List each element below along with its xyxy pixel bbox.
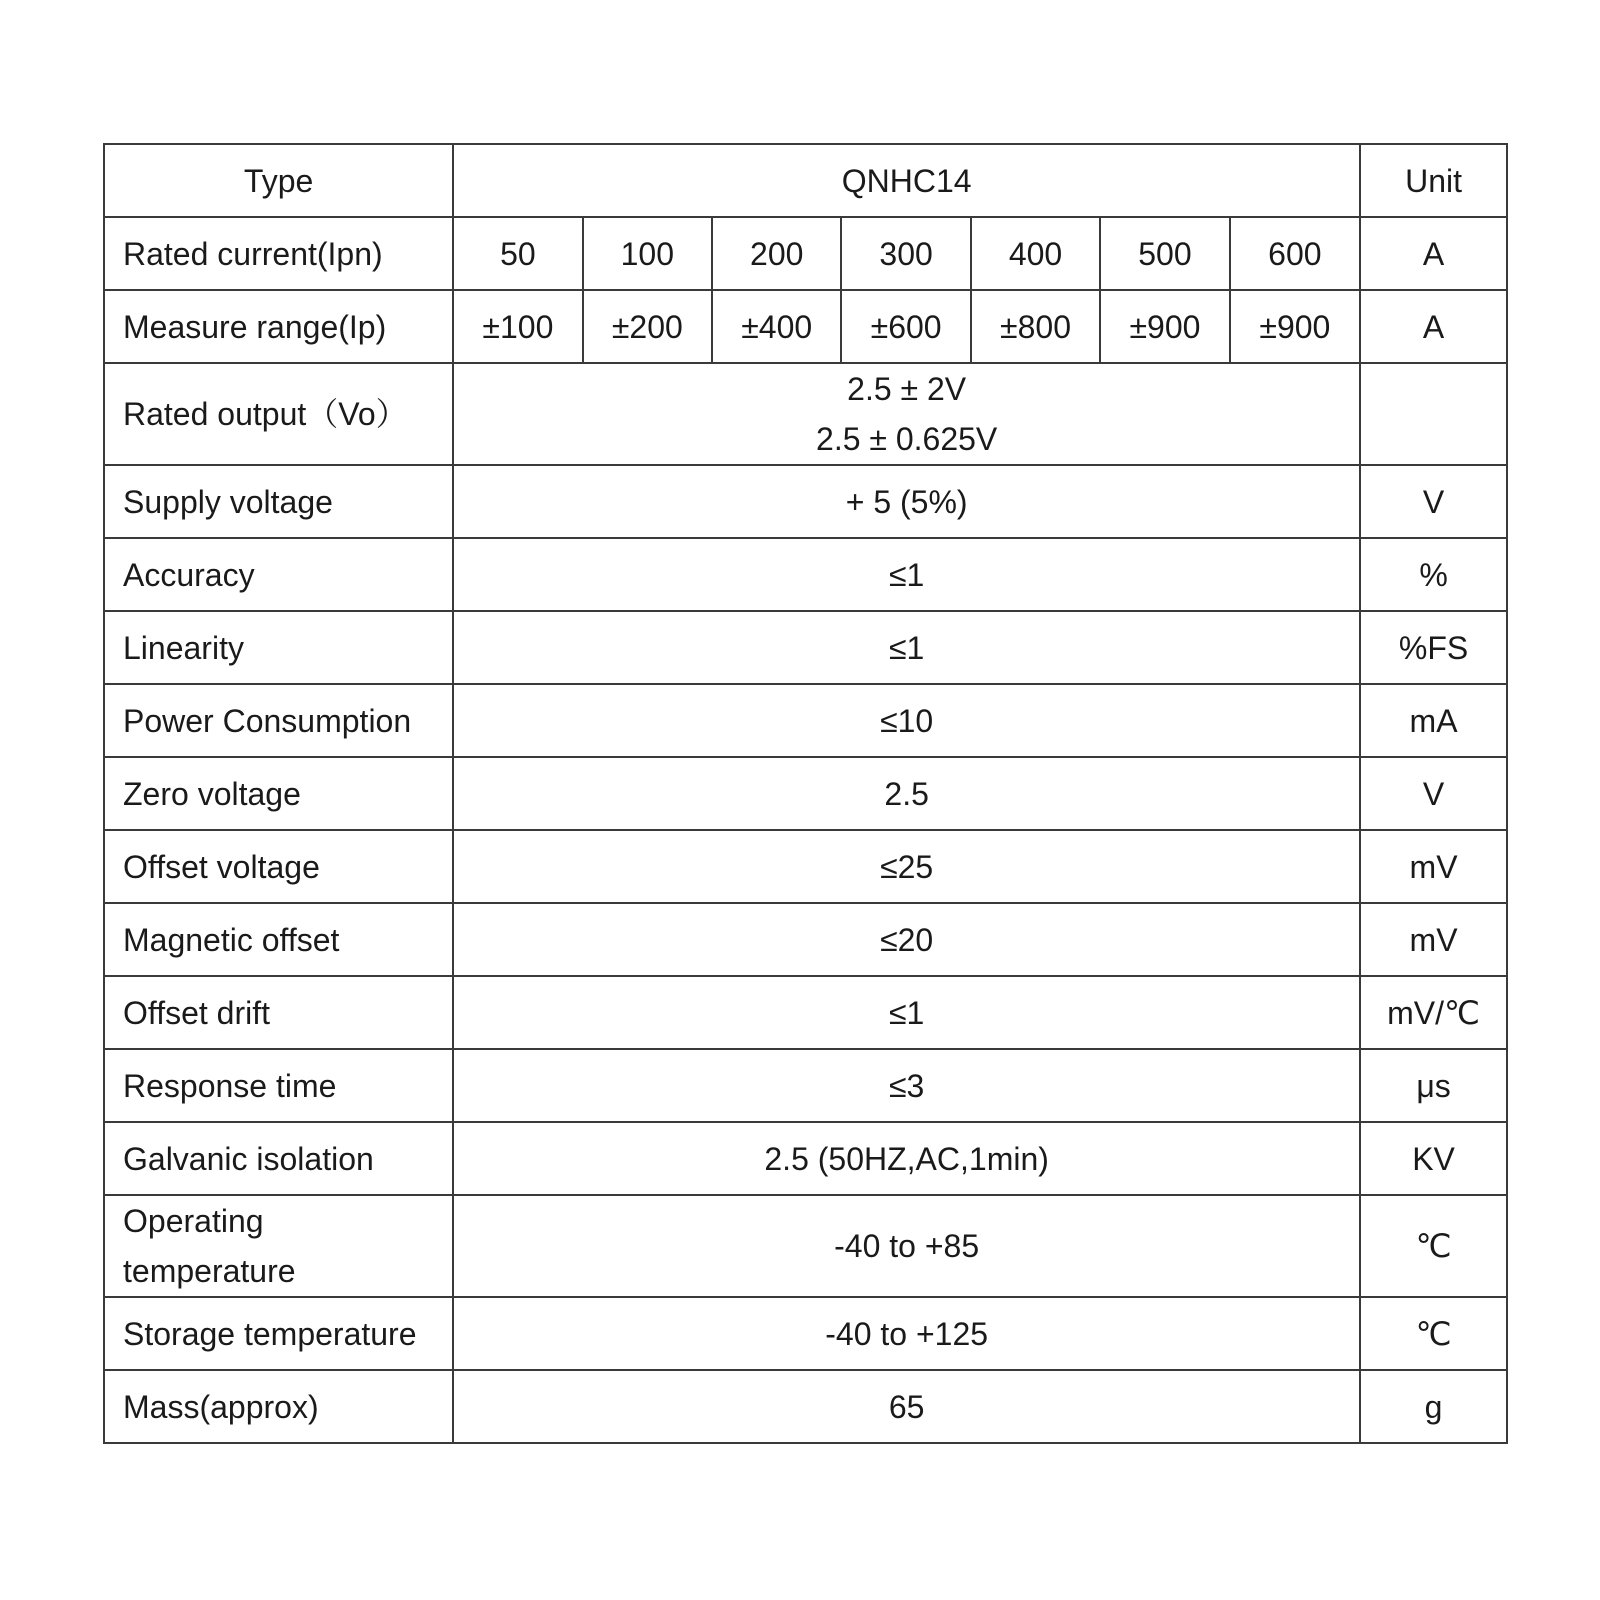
power-consumption-label: Power Consumption — [104, 684, 453, 757]
magnetic-offset-label: Magnetic offset — [104, 903, 453, 976]
offset-voltage-label: Offset voltage — [104, 830, 453, 903]
power-consumption-unit: mA — [1360, 684, 1507, 757]
rated-output-line-1: 2.5 ± 2V — [847, 371, 967, 407]
accuracy-unit: % — [1360, 538, 1507, 611]
measure-range-value: ±800 — [971, 290, 1100, 363]
rated-output-line-2: 2.5 ± 0.625V — [816, 421, 998, 457]
offset-voltage-value: ≤25 — [453, 830, 1360, 903]
measure-range-label: Measure range(Ip) — [104, 290, 453, 363]
operating-temperature-label — [104, 1195, 453, 1297]
measure-range-row — [104, 290, 1507, 363]
mass-row — [104, 1370, 1507, 1443]
rated-current-value: 100 — [583, 217, 712, 290]
measure-range-value: ±900 — [1100, 290, 1229, 363]
offset-drift-row — [104, 976, 1507, 1049]
rated-current-value: 400 — [971, 217, 1100, 290]
measure-range-value: ±600 — [841, 290, 970, 363]
storage-temperature-unit: ℃ — [1360, 1297, 1507, 1370]
measure-range-value: ±100 — [453, 290, 582, 363]
supply-voltage-unit: V — [1360, 465, 1507, 538]
rated-current-label: Rated current(Ipn) — [104, 217, 453, 290]
accuracy-row — [104, 538, 1507, 611]
storage-temperature-label: Storage temperature — [104, 1297, 453, 1370]
rated-current-value: 300 — [841, 217, 970, 290]
zero-voltage-label: Zero voltage — [104, 757, 453, 830]
galvanic-isolation-label: Galvanic isolation — [104, 1122, 453, 1195]
rated-output-unit — [1360, 363, 1507, 465]
spec-table — [103, 143, 1508, 1444]
rated-current-value: 500 — [1100, 217, 1229, 290]
linearity-value: ≤1 — [453, 611, 1360, 684]
storage-temperature-value: -40 to +125 — [453, 1297, 1360, 1370]
rated-current-value: 600 — [1230, 217, 1360, 290]
header-row — [104, 144, 1507, 217]
model-header: QNHC14 — [453, 144, 1360, 217]
accuracy-label: Accuracy — [104, 538, 453, 611]
operating-temperature-row — [104, 1195, 1507, 1297]
linearity-label: Linearity — [104, 611, 453, 684]
offset-drift-label: Offset drift — [104, 976, 453, 1049]
linearity-row — [104, 611, 1507, 684]
magnetic-offset-value: ≤20 — [453, 903, 1360, 976]
offset-voltage-unit: mV — [1360, 830, 1507, 903]
operating-temperature-label-line-1: Operating — [123, 1203, 264, 1239]
zero-voltage-row — [104, 757, 1507, 830]
galvanic-isolation-value: 2.5 (50HZ,AC,1min) — [453, 1122, 1360, 1195]
response-time-value: ≤3 — [453, 1049, 1360, 1122]
response-time-row — [104, 1049, 1507, 1122]
storage-temperature-row — [104, 1297, 1507, 1370]
measure-range-value: ±900 — [1230, 290, 1360, 363]
unit-header: Unit — [1360, 144, 1507, 217]
operating-temperature-label-line-2: temperature — [123, 1253, 296, 1289]
rated-current-row — [104, 217, 1507, 290]
measure-range-value: ±200 — [583, 290, 712, 363]
accuracy-value: ≤1 — [453, 538, 1360, 611]
linearity-unit: %FS — [1360, 611, 1507, 684]
rated-current-value: 50 — [453, 217, 582, 290]
response-time-label: Response time — [104, 1049, 453, 1122]
galvanic-isolation-unit: KV — [1360, 1122, 1507, 1195]
power-consumption-row — [104, 684, 1507, 757]
mass-label: Mass(approx) — [104, 1370, 453, 1443]
measure-range-value: ±400 — [712, 290, 841, 363]
operating-temperature-unit: ℃ — [1360, 1195, 1507, 1297]
measure-range-unit: A — [1360, 290, 1507, 363]
supply-voltage-value: + 5 (5%) — [453, 465, 1360, 538]
rated-output-value — [453, 363, 1360, 465]
type-header: Type — [104, 144, 453, 217]
mass-value: 65 — [453, 1370, 1360, 1443]
rated-current-unit: A — [1360, 217, 1507, 290]
offset-drift-value: ≤1 — [453, 976, 1360, 1049]
zero-voltage-unit: V — [1360, 757, 1507, 830]
rated-current-value: 200 — [712, 217, 841, 290]
galvanic-isolation-row — [104, 1122, 1507, 1195]
mass-unit: g — [1360, 1370, 1507, 1443]
rated-output-row — [104, 363, 1507, 465]
offset-voltage-row — [104, 830, 1507, 903]
offset-drift-unit: mV/℃ — [1360, 976, 1507, 1049]
magnetic-offset-row — [104, 903, 1507, 976]
operating-temperature-value: -40 to +85 — [453, 1195, 1360, 1297]
power-consumption-value: ≤10 — [453, 684, 1360, 757]
response-time-unit: μs — [1360, 1049, 1507, 1122]
zero-voltage-value: 2.5 — [453, 757, 1360, 830]
magnetic-offset-unit: mV — [1360, 903, 1507, 976]
supply-voltage-row — [104, 465, 1507, 538]
rated-output-label: Rated output（Vo） — [104, 363, 453, 465]
supply-voltage-label: Supply voltage — [104, 465, 453, 538]
